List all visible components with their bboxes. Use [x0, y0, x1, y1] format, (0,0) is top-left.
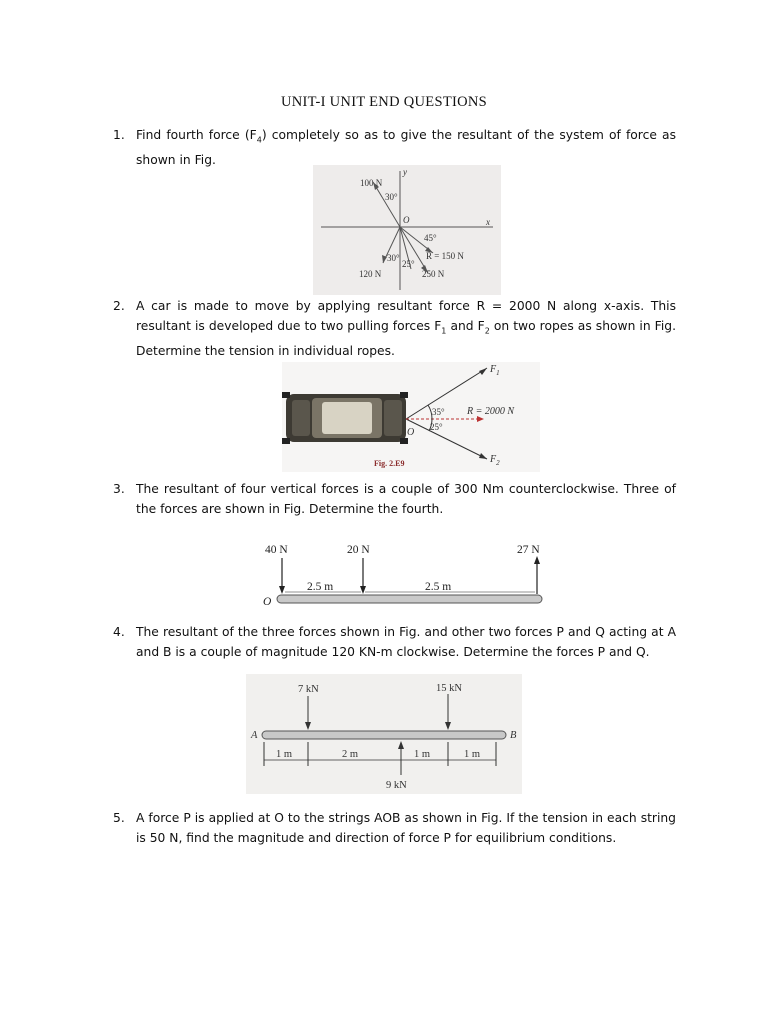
angle-label: 25° [402, 259, 415, 269]
dimension-label: 1 m [414, 749, 431, 760]
axis-label: x [486, 217, 490, 227]
force-label: F [490, 454, 497, 465]
question-5 [113, 808, 676, 848]
point-label: A [251, 730, 258, 741]
question-text: The resultant of four vertical forces is a couple of 300 Nm counterclockwise. Three of the forces are shown in Fig. Determine the fourth. [136, 482, 676, 516]
force-label: 100 N [360, 178, 383, 188]
figure-caption: Fig. 2.E9 [374, 459, 405, 468]
question-number: 2. [113, 299, 125, 313]
force-label: 40 N [265, 544, 288, 556]
question-text: The resultant of the three forces shown in Fig. and other two forces P and Q acting at A and B is a couple of magnitude 120 KN-m clockwise. Determine the forces P and Q. [136, 625, 676, 659]
question-number: 3. [113, 482, 125, 496]
dimension-label: 2.5 m [425, 581, 452, 593]
force-label: 20 N [347, 544, 370, 556]
question-number: 5. [113, 811, 125, 825]
dimension-label: 2 m [342, 749, 359, 760]
force-label: 7 kN [298, 684, 319, 695]
angle-label: 35° [432, 407, 445, 417]
axis-label: y [403, 167, 407, 177]
figure-4-beam-kn [246, 674, 522, 794]
resultant-label: R = 2000 N [467, 406, 515, 417]
dimension-label: 1 m [276, 749, 293, 760]
force-label: 120 N [359, 269, 382, 279]
question-number: 1. [113, 128, 125, 142]
question-text: Find fourth force $(F_4)$ completely so as to give the resultant of the system of force as shown in Fig. [136, 128, 676, 168]
svg-text:F1: $F_1$ [490, 364, 500, 377]
figure-1-force-system [313, 165, 501, 295]
question-text: A force P is applied at O to the strings AOB as shown in Fig. If the tension in each string is 50 N, find the magnitude and direction of force P for equilibrium conditions. [136, 811, 676, 845]
force-label: F [490, 364, 497, 375]
question-2 [113, 296, 676, 361]
angle-label: 25° [430, 422, 443, 432]
dimension-label: 1 m [464, 749, 481, 760]
question-number: 4. [113, 625, 125, 639]
origin-label: O [403, 215, 410, 225]
angle-label: 30° [387, 253, 400, 263]
force-label: 27 N [517, 544, 540, 556]
point-label: B [510, 730, 517, 741]
question-4 [113, 622, 676, 662]
origin-label: O [263, 596, 272, 608]
figure-2-car-ropes [282, 362, 540, 472]
force-label: 9 kN [386, 780, 407, 791]
svg-text:F2: $F_2$ [490, 454, 500, 467]
figure-3-beam-forces [257, 534, 552, 614]
origin-label: O [407, 427, 415, 438]
force-label: 15 kN [436, 683, 462, 694]
question-1 [113, 125, 676, 170]
angle-label: 30° [385, 192, 398, 202]
angle-label: 45° [424, 233, 437, 243]
question-3 [113, 479, 676, 519]
question-text: A car is made to move by applying resultant force R = 2000 N along x-axis. This resultant is developed due to two pulling forces $F_1$ and $F_2$ on two ropes as shown in Fig. Determine the tension in individual ropes. [136, 299, 676, 359]
car-illustration [282, 392, 408, 444]
dimension-label: 2.5 m [307, 581, 334, 593]
resultant-label: R = 150 N [426, 251, 464, 261]
force-label: 250 N [422, 269, 445, 279]
page-title: UNIT-I UNIT END QUESTIONS [280, 94, 488, 110]
